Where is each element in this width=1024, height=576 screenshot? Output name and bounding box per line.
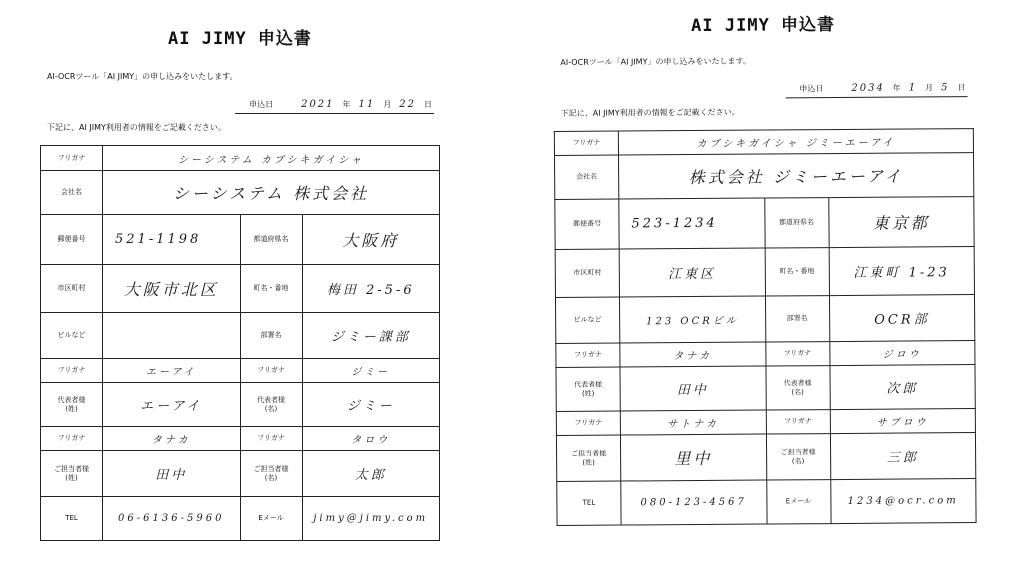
label-contact-last-line1: ご担当者様 (571, 449, 607, 458)
label-contact-last (556, 435, 620, 481)
rep-first-value: ジミー (302, 383, 440, 427)
building-value (103, 313, 241, 359)
form-intro: AI-OCRツール「AI JIMY」の申し込みをいたします。 (560, 56, 751, 67)
label-contact-last-line2: (姓) (65, 473, 78, 482)
year-unit: 年 (892, 83, 901, 93)
label-furigana: フリガナ (556, 411, 620, 435)
label-rep-last-line2: (姓) (65, 404, 78, 413)
label-rep-first-line1: 代表者様 (257, 395, 285, 404)
company-value: シーシステム 株式会社 (103, 171, 440, 215)
label-street: 町名・番地 (240, 265, 302, 313)
label-tel: TEL (41, 497, 103, 541)
label-furigana: フリガナ (240, 359, 302, 383)
rep-last-value: エーアイ (103, 383, 241, 427)
label-department: 部署名 (765, 296, 829, 342)
date-month: 11 (358, 99, 376, 110)
label-tel: TEL (557, 481, 621, 525)
form-intro: AI-OCRツール「AI JIMY」の申し込みをいたします。 (47, 72, 238, 81)
form-notice: 下記に、AI JIMY利用者の情報をご記載ください。 (47, 123, 226, 132)
label-rep-first (240, 383, 302, 427)
label-rep-first-line2: (名) (264, 404, 278, 413)
date-day: 22 (399, 99, 416, 110)
postal-value: 521-1198 (103, 215, 241, 265)
year-unit: 年 (342, 100, 351, 109)
label-rep-last-line1: 代表者様 (57, 395, 86, 404)
label-contact-first-line2: (名) (264, 473, 278, 482)
label-furigana: フリガナ (41, 359, 103, 383)
label-email: Eメール (240, 497, 302, 541)
applicant-table (554, 128, 977, 526)
rep-first-value: 次郎 (829, 365, 975, 410)
city-value: 江東区 (619, 248, 765, 297)
rep-last-kana-value: エーアイ (103, 359, 241, 383)
label-rep-last (41, 383, 103, 427)
application-date (40, 99, 434, 114)
date-day: 5 (941, 82, 950, 94)
label-rep-last-line1: 代表者様 (574, 380, 603, 389)
email-value: jimy@jimy.com (302, 497, 440, 541)
company-kana-value: カブシキガイシャ ジミーエーアイ (618, 129, 973, 155)
date-year: 2021 (301, 99, 335, 110)
label-rep-last-line2: (姓) (581, 389, 595, 398)
label-prefecture: 都道府県名 (240, 215, 302, 265)
label-rep-first-line1: 代表者様 (783, 378, 812, 388)
company-kana-value: シーシステム カブシキガイシャ (103, 146, 440, 171)
label-prefecture: 都道府県名 (764, 198, 828, 248)
date-label: 申込日 (249, 100, 274, 109)
label-contact-last-line1: ご担当者様 (54, 464, 89, 473)
contact-last-value: 里中 (620, 434, 766, 481)
label-building: ビルなど (555, 297, 619, 343)
contact-last-value: 田中 (103, 451, 241, 497)
contact-first-value: 三郎 (830, 433, 976, 480)
label-furigana: フリガナ (240, 427, 302, 451)
label-rep-first (765, 366, 829, 410)
label-city: 市区町村 (41, 265, 103, 313)
rep-first-kana-value: ジロウ (829, 341, 975, 366)
label-furigana: フリガナ (41, 427, 103, 451)
day-unit: 日 (957, 83, 966, 93)
label-street: 町名・番地 (765, 248, 829, 296)
contact-last-kana-value: サトナカ (620, 410, 766, 435)
label-postal: 郵便番号 (41, 215, 103, 265)
street-value: 江東町 1-23 (829, 247, 975, 296)
contact-last-kana-value: タナカ (103, 427, 241, 451)
applicant-table (40, 145, 440, 541)
application-form-left (40, 24, 440, 541)
application-date (554, 82, 968, 100)
label-contact-first-line2: (名) (791, 456, 805, 465)
label-department: 部署名 (240, 313, 302, 359)
label-company: 会社名 (555, 155, 619, 199)
tel-value: 06-6136-5960 (103, 497, 241, 541)
label-furigana: フリガナ (765, 342, 829, 366)
label-contact-first-line1: ご担当者様 (253, 464, 289, 473)
label-furigana: フリガナ (41, 146, 103, 171)
form-notice: 下記に、AI JIMY利用者の情報をご記載ください。 (560, 107, 740, 118)
label-contact-first (240, 451, 302, 497)
month-unit: 月 (383, 100, 392, 109)
date-month: 1 (908, 82, 918, 94)
label-rep-last (556, 367, 620, 411)
label-city: 市区町村 (555, 249, 619, 297)
label-email: Eメール (766, 480, 830, 524)
department-value: ジミー課部 (302, 313, 440, 359)
label-contact-last-line2: (姓) (582, 458, 595, 467)
city-value: 大阪市北区 (103, 265, 241, 313)
contact-first-value: 太郎 (302, 451, 440, 497)
rep-first-kana-value: ジミー (302, 359, 440, 383)
department-value: OCR部 (829, 295, 975, 342)
label-postal: 郵便番号 (555, 199, 619, 249)
building-value: 123 OCRビル (619, 296, 765, 343)
email-value: 1234@ocr.com (830, 479, 976, 524)
label-contact-last (41, 451, 103, 497)
month-unit: 月 (925, 83, 934, 93)
date-label: 申込日 (799, 84, 824, 94)
company-value: 株式会社 ジミーエーアイ (619, 153, 974, 199)
day-unit: 日 (424, 100, 432, 109)
tel-value: 080-123-4567 (621, 480, 767, 525)
form-title: AI JIMY 申込書 (691, 15, 836, 37)
rep-last-kana-value: タナカ (620, 342, 766, 367)
label-furigana: フリガナ (556, 343, 620, 367)
prefecture-value: 大阪府 (302, 215, 440, 265)
application-form-right (553, 9, 977, 526)
label-furigana: フリガナ (554, 131, 618, 155)
label-rep-first-line2: (名) (791, 387, 804, 396)
street-value: 梅田 2-5-6 (302, 265, 440, 313)
label-furigana: フリガナ (766, 410, 830, 434)
label-company: 会社名 (41, 171, 103, 215)
label-contact-first-line1: ご担当者様 (780, 447, 816, 457)
contact-first-kana-value: タロウ (302, 427, 440, 451)
label-contact-first (766, 434, 830, 480)
prefecture-value: 東京都 (828, 197, 974, 248)
contact-first-kana-value: サブロウ (830, 409, 976, 434)
postal-value: 523-1234 (619, 198, 765, 249)
date-year: 2034 (851, 82, 885, 94)
rep-last-value: 田中 (620, 366, 766, 411)
form-title: AI JIMY 申込書 (168, 29, 312, 49)
label-building: ビルなど (41, 313, 103, 359)
